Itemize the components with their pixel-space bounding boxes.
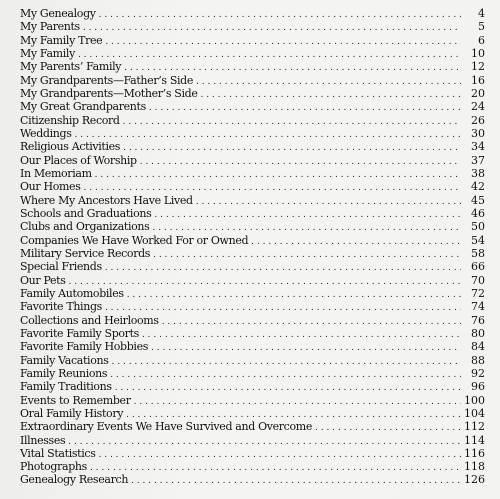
toc-entry-title: My Genealogy — [20, 7, 96, 20]
toc-entry — [20, 220, 485, 233]
toc-entry-title: Where My Ancestors Have Lived — [20, 193, 193, 207]
toc-entry-page-number: 126 — [464, 473, 485, 487]
toc-entry — [20, 407, 485, 420]
toc-entry — [20, 100, 485, 113]
toc-entry — [20, 167, 485, 180]
dot-leader — [123, 116, 461, 127]
toc-entry — [20, 114, 485, 127]
dot-leader — [151, 342, 461, 353]
toc-entry-title: Family Traditions — [20, 380, 112, 394]
dot-leader — [110, 369, 461, 380]
dot-leader — [134, 396, 461, 407]
toc-entry-title: Our Pets — [20, 273, 66, 287]
toc-entry-page-number: 100 — [464, 393, 485, 407]
dot-leader — [200, 89, 461, 100]
toc-entry-title: Family Automobiles — [20, 286, 124, 300]
toc-entry-title: Illnesses — [20, 433, 66, 447]
toc-entry-title: Extraordinary Events We Have Survived and Overcome — [20, 420, 312, 434]
toc-entry-page-number: 26 — [471, 113, 485, 127]
toc-entry-title: Schools and Graduations — [20, 206, 152, 220]
dot-leader — [68, 436, 461, 447]
dot-leader — [162, 316, 461, 327]
toc-entry — [20, 87, 485, 100]
dot-leader — [123, 142, 461, 153]
toc-entry-page-number: 42 — [471, 180, 485, 194]
dot-leader — [105, 262, 461, 273]
toc-entry — [20, 434, 485, 447]
toc-entry-title: My Great Grandparents — [20, 100, 146, 114]
dot-leader — [315, 422, 461, 433]
dot-leader — [152, 222, 461, 233]
toc-entry — [20, 300, 485, 313]
dot-leader — [124, 62, 461, 73]
toc-entry-page-number: 70 — [471, 273, 485, 287]
dot-leader — [196, 196, 461, 207]
toc-entry-title: My Family — [20, 46, 75, 60]
toc-entry-page-number: 34 — [471, 140, 485, 154]
toc-entry-page-number: 116 — [464, 446, 485, 460]
toc-entry-title: Citizenship Record — [20, 113, 120, 127]
toc-entry-page-number: 72 — [471, 286, 485, 300]
toc-entry-page-number: 84 — [471, 340, 485, 354]
dot-leader — [112, 356, 461, 367]
toc-entry-page-number: 114 — [464, 433, 485, 447]
toc-entry-page-number: 6 — [478, 33, 485, 47]
dot-leader — [90, 462, 461, 473]
dot-leader — [196, 76, 461, 87]
toc-entry-page-number: 96 — [471, 380, 485, 394]
toc-entry-page-number: 104 — [464, 406, 485, 420]
toc-entry-page-number: 5 — [478, 20, 485, 34]
toc-entry-title: My Parents’ Family — [20, 60, 122, 74]
dot-leader — [78, 49, 461, 60]
toc-entry-page-number: 88 — [471, 353, 485, 367]
toc-entry — [20, 60, 485, 73]
toc-entry — [20, 327, 485, 340]
toc-entry — [20, 127, 485, 140]
toc-entry-title: Clubs and Organizations — [20, 220, 150, 234]
toc-entry-page-number: 76 — [471, 313, 485, 327]
dot-leader — [99, 449, 461, 460]
toc-entry-page-number: 30 — [471, 126, 485, 140]
toc-entry-title: Collections and Heirlooms — [20, 313, 159, 327]
toc-entry-title: Favorite Things — [20, 300, 102, 314]
toc-entry — [20, 74, 485, 87]
toc-entry-page-number: 112 — [464, 420, 485, 434]
toc-entry-title: Companies We Have Worked For or Owned — [20, 233, 249, 247]
toc-entry-page-number: 24 — [471, 100, 485, 114]
toc-entry-page-number: 37 — [471, 153, 485, 167]
toc-entry — [20, 460, 485, 473]
toc-entry-page-number: 118 — [464, 460, 485, 474]
dot-leader — [84, 182, 461, 193]
toc-entry — [20, 194, 485, 207]
toc-entry — [20, 380, 485, 393]
dot-leader — [131, 475, 461, 486]
toc-entry — [20, 247, 485, 260]
toc-entry-page-number: 10 — [471, 46, 485, 60]
toc-entry — [20, 354, 485, 367]
toc-entry-title: Family Reunions — [20, 366, 108, 380]
toc-entry-title: Special Friends — [20, 260, 102, 274]
toc-entry — [20, 234, 485, 247]
toc-entry-title: Religious Activities — [20, 140, 121, 154]
toc-entry-page-number: 45 — [471, 193, 485, 207]
toc-entry-title: Favorite Family Hobbies — [20, 340, 149, 354]
toc-entry-title: My Grandparents—Father’s Side — [20, 73, 194, 87]
dot-leader — [153, 249, 461, 260]
toc-entry-title: Photographs — [20, 460, 87, 474]
dot-leader — [149, 102, 461, 113]
toc-entry-title: Family Vacations — [20, 353, 109, 367]
dot-leader — [83, 22, 461, 33]
toc-entry — [20, 473, 485, 486]
toc-entry — [20, 207, 485, 220]
dot-leader — [154, 209, 461, 220]
toc-entry — [20, 20, 485, 33]
dot-leader — [140, 156, 461, 167]
dot-leader — [105, 36, 461, 47]
toc-entry-title: Weddings — [20, 126, 72, 140]
toc-entry — [20, 274, 485, 287]
toc-entry-title: My Family Tree — [20, 33, 103, 47]
dot-leader — [251, 236, 461, 247]
toc-entry-title: Genealogy Research — [20, 473, 129, 487]
toc-entry — [20, 394, 485, 407]
toc-entry — [20, 154, 485, 167]
toc-entry — [20, 34, 485, 47]
toc-entry-title: My Parents — [20, 20, 80, 34]
toc-entry-page-number: 38 — [471, 166, 485, 180]
toc-entry — [20, 420, 485, 433]
dot-leader — [75, 129, 462, 140]
dot-leader — [127, 289, 461, 300]
dot-leader — [105, 302, 461, 313]
dot-leader — [99, 9, 461, 20]
dot-leader — [115, 382, 461, 393]
toc-entry-page-number: 92 — [471, 366, 485, 380]
toc-entry-page-number: 66 — [471, 260, 485, 274]
toc-entry — [20, 47, 485, 60]
toc-entry — [20, 340, 485, 353]
toc-entry — [20, 260, 485, 273]
toc-entry-title: Events to Remember — [20, 393, 131, 407]
toc-entry-page-number: 12 — [471, 60, 485, 74]
toc-entry-title: My Grandparents—Mother’s Side — [20, 86, 198, 100]
toc-entry — [20, 314, 485, 327]
toc-entry-title: Oral Family History — [20, 406, 124, 420]
toc-entry-page-number: 58 — [471, 246, 485, 260]
toc-entry — [20, 180, 485, 193]
toc-entry-title: Our Homes — [20, 180, 81, 194]
dot-leader — [69, 276, 461, 287]
toc-entry-title: Military Service Records — [20, 246, 151, 260]
toc-entry-title: In Memoriam — [20, 166, 92, 180]
toc-entry — [20, 447, 485, 460]
toc-entry-page-number: 46 — [471, 206, 485, 220]
toc-entry-title: Vital Statistics — [20, 446, 96, 460]
toc-entry-title: Our Places of Worship — [20, 153, 137, 167]
toc-entry-page-number: 74 — [471, 300, 485, 314]
toc-entry-page-number: 50 — [471, 220, 485, 234]
toc-entry-page-number: 80 — [471, 326, 485, 340]
toc-entry — [20, 7, 485, 20]
toc-entry-title: Favorite Family Sports — [20, 326, 139, 340]
dot-leader — [126, 409, 461, 420]
dot-leader — [142, 329, 461, 340]
dot-leader — [95, 169, 461, 180]
toc-entry — [20, 140, 485, 153]
toc-entry — [20, 367, 485, 380]
table-of-contents — [20, 7, 485, 487]
toc-entry-page-number: 4 — [478, 7, 485, 20]
toc-entry-page-number: 20 — [471, 86, 485, 100]
toc-entry-page-number: 54 — [471, 233, 485, 247]
toc-entry — [20, 287, 485, 300]
toc-entry-page-number: 16 — [471, 73, 485, 87]
